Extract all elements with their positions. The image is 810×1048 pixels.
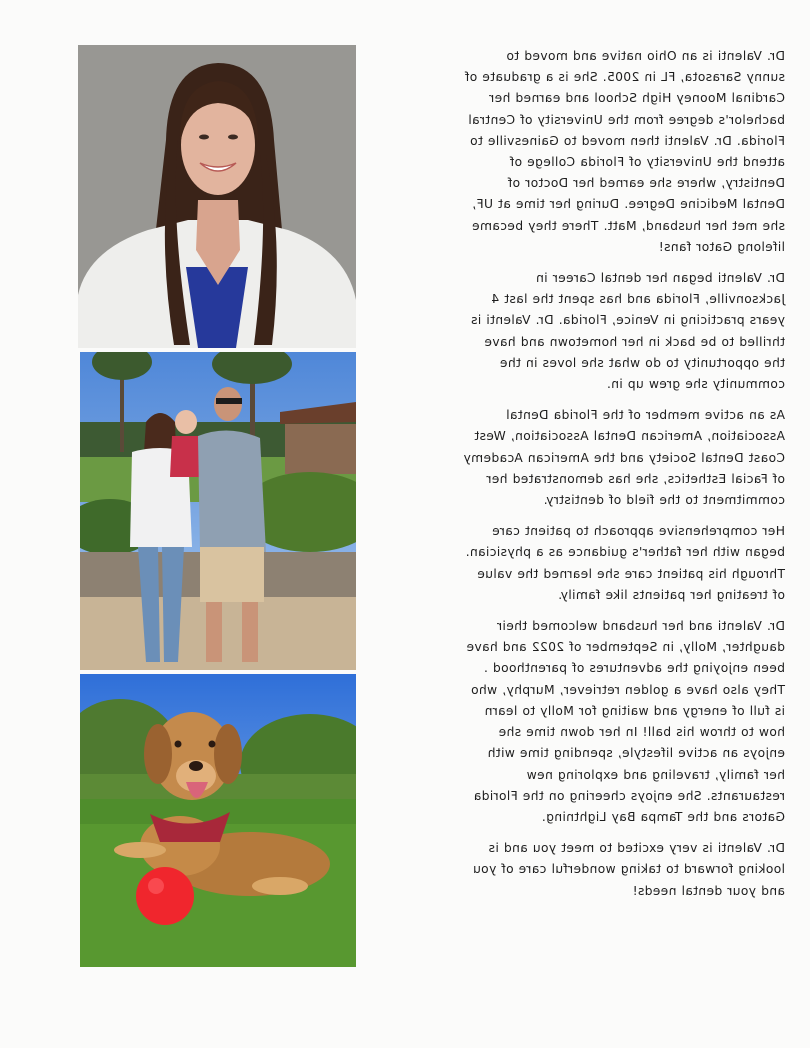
bio-paragraph: Dr. Valenti began her dental Career in Jacksonville, Florida and has spent the last 4 years practicing in Venice, Florida. Dr. Valenti is thrilled to be back in her hometown and have the opportunity to do what she loves in the community she grew up in. xyxy=(470,271,785,392)
headshot-photo xyxy=(78,45,356,348)
bio-paragraph: Dr. Valenti and her husband welcomed their daughter, Molly, in September of 2022 and have been enjoying the adventures of parenthood . They also have a golden retriever, Murphy, who is full of energy and waiting for Molly to learn how to throw his ball! In her down time she enjoys an active lifestyle, spending time with her family, traveling and exploring new restaurants. She enjoys cheering on the Florida Gators and the Tampa Bay Lightning. xyxy=(466,619,785,824)
dog-photo xyxy=(80,674,356,967)
bio-paragraph: Dr. Valenti is an Ohio native and moved to sunny Sarasota, FL in 2005. She is a graduate of Cardinal Mooney High School and earned her bachelor's degree from the University of Central Florida. Dr. Valenti then moved to Gainesville to attend the University of Florida College of Dentistry, where she earned her Doctor of Dental Medicine Degree. During her time at UF, she met her husband, Matt. There they became lifelong Gator fans! xyxy=(464,49,785,254)
bio-paragraph: Dr. Valenti is very excited to meet you and is looking forward to taking wonderful care of you and your dental needs! xyxy=(472,841,785,898)
bio-paragraph: As an active member of the Florida Dental Association, American Dental Association, West Coast Dental Society and the American Academy of Facial Esthetics, she has demonstrated her commitment to the field of dentistry. xyxy=(463,408,785,508)
bio-paragraph: Her comprehensive approach to patient care began with her father's guidance as a physician. Through his patient care she learned the value of treating her patients like family. xyxy=(465,524,785,602)
family-photo xyxy=(80,352,356,670)
bio-text xyxy=(463,46,785,912)
